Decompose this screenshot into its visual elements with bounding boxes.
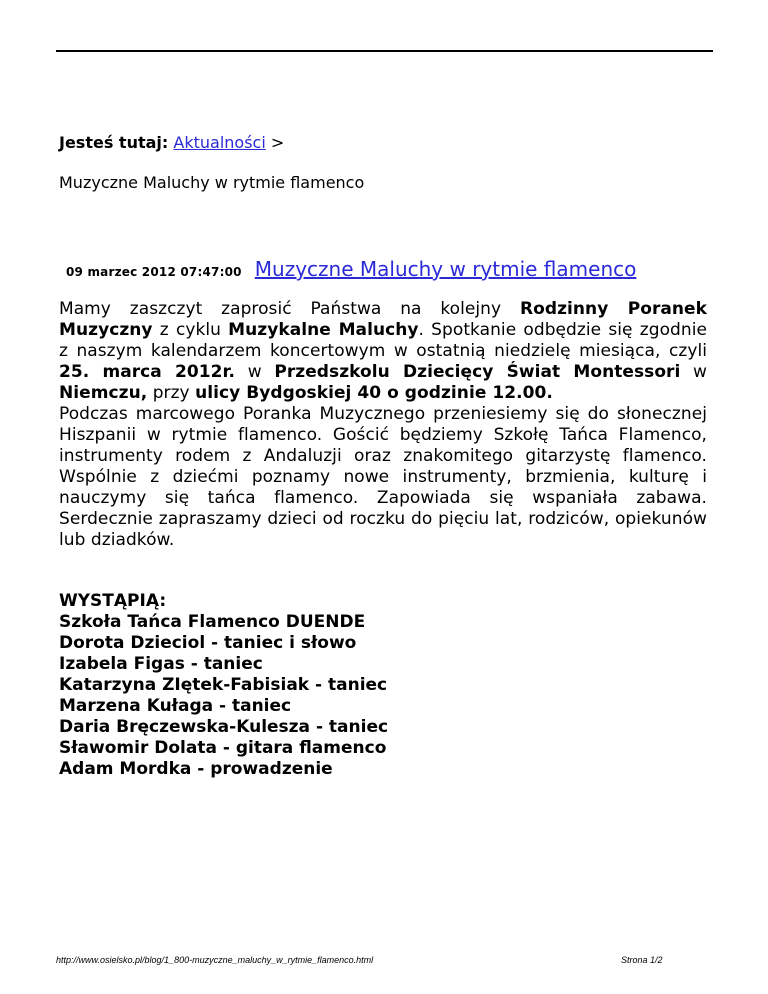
venue-town: Niemczu, — [59, 383, 148, 403]
article-date: 09 marzec 2012 07:47:00 — [66, 265, 242, 279]
breadcrumb-label: Jesteś tutaj: — [59, 133, 169, 152]
performer-item: Marzena Kułaga - taniec — [59, 696, 292, 716]
article-header — [66, 257, 636, 281]
event-name: Rodzinny Poranek Muzyczny — [59, 299, 707, 340]
performers-list — [59, 591, 388, 780]
performers-heading: WYSTĄPIĄ: — [59, 591, 167, 611]
page-title: Muzyczne Maluchy w rytmie flamenco — [59, 173, 365, 192]
venue-name: Przedszkolu Dziecięcy Świat Montessori — [274, 362, 681, 382]
footer-url: http://www.osielsko.pl/blog/1_800-muzyczne_maluchy_w_rytmie_flamenco.html — [56, 955, 374, 965]
performer-item: Izabela Figas - taniec — [59, 654, 263, 674]
text-fragment: przy — [147, 383, 196, 403]
text-fragment: w — [680, 362, 707, 382]
article-paragraph-1 — [59, 299, 707, 404]
breadcrumb-separator: > — [270, 133, 285, 152]
top-divider — [56, 50, 713, 52]
performer-item: Dorota Dzieciol - taniec i słowo — [59, 633, 357, 653]
text-fragment: z cyklu — [152, 320, 229, 340]
performer-item: Adam Mordka - prowadzenie — [59, 759, 333, 779]
text-fragment: w — [235, 362, 275, 382]
text-fragment: Mamy zaszczyt zaprosić Państwa na kolejny — [59, 299, 520, 319]
performer-item: Sławomir Dolata - gitara flamenco — [59, 738, 387, 758]
breadcrumb-link-aktualnosci[interactable]: Aktualności — [173, 133, 266, 152]
breadcrumb — [59, 133, 284, 153]
series-name: Muzykalne Maluchy — [228, 320, 419, 340]
article-title-link[interactable]: Muzyczne Maluchy w rytmie flamenco — [254, 257, 637, 281]
venue-address-time: ulicy Bydgoskiej 40 o godzinie 12.00. — [195, 383, 553, 403]
text-fragment: . Spotkanie odbędzie się zgodnie z naszym kalendarzem koncertowym w ostatnią niedzielę miesiąca, czyli — [59, 320, 707, 361]
performer-item: Daria Bręczewska-Kulesza - taniec — [59, 717, 389, 737]
performer-item: Szkoła Tańca Flamenco DUENDE — [59, 612, 366, 632]
performer-item: Katarzyna ZIętek-Fabisiak - taniec — [59, 675, 388, 695]
article-body — [59, 299, 707, 551]
event-date: 25. marca 2012r. — [59, 362, 236, 382]
article-paragraph-2: Podczas marcowego Poranka Muzycznego przeniesiemy się do słonecznej Hiszpanii w rytmie flamenco. Gościć będziemy Szkołę Tańca Flamenco, instrumenty rodem z Andaluzji oraz znakomitego gitarzystę flamenco. Wspólnie z dziećmi poznamy nowe instrumenty, brzmienia, kulturę i nauczymy się tańca flamenco. Zapowiada się wspaniała zabawa. Serdecznie zapraszamy dzieci od roczku do pięciu lat, rodziców, opiekunów lub dziadków. — [59, 404, 707, 550]
footer-page-number: Strona 1/2 — [621, 955, 663, 965]
